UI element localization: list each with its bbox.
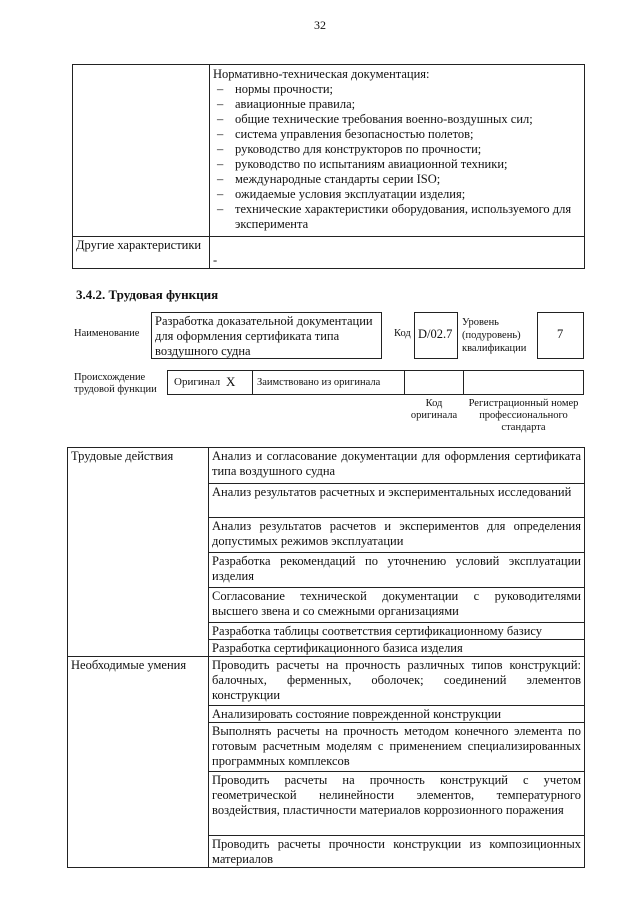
list-item: – ожидаемые условия эксплуатации изделия; — [213, 187, 581, 202]
table-row — [68, 448, 585, 484]
actions-label: Трудовые действия — [68, 448, 209, 657]
documentation-heading: Нормативно-техническая документация: — [213, 67, 430, 81]
skill-item: Проводить расчеты на прочность различных типов конструкций: балочных, ферменных, оболочек; соединений элементов конструкции — [209, 657, 585, 706]
skills-label: Необходимые умения — [68, 657, 209, 868]
list-item: – система управления безопасностью полетов; — [213, 127, 581, 142]
action-item: Разработка рекомендаций по уточнению условий эксплуатации изделия — [209, 553, 585, 588]
action-item: Анализ и согласование документации для оформления сертификата типа воздушного судна — [209, 448, 585, 484]
other-characteristics-label: Другие характеристики — [73, 237, 210, 269]
list-item: – общие технические требования военно-воздушных сил; — [213, 112, 581, 127]
action-item: Согласование технической документации с руководителями высшего звена и со смежными организациями — [209, 588, 585, 623]
function-code-value: D/02.7 — [418, 327, 453, 341]
skill-item: Анализировать состояние поврежденной конструкции — [209, 706, 585, 723]
reg-number-caption: Регистрационный номер профессионального стандарта — [468, 398, 579, 433]
empty-cell — [73, 65, 210, 237]
table-row — [68, 657, 585, 706]
borrowed-label: Заимствовано из оригинала — [257, 377, 381, 388]
list-item: – международные стандарты серии ISO; — [213, 172, 581, 187]
function-name-box: Разработка доказательной документации для оформления сертификата типа воздушного судна — [151, 312, 382, 359]
documentation-cell — [210, 65, 585, 237]
skill-item: Выполнять расчеты на прочность методом конечного элемента по готовым расчетным моделям с применением специализированных программных комплексов — [209, 723, 585, 772]
code-label: Код — [394, 328, 411, 339]
documentation-list — [213, 82, 581, 232]
list-item: – руководство для конструкторов по прочности; — [213, 142, 581, 157]
skill-item: Проводить расчеты на прочность конструкций с учетом геометрической нелинейности элементов, температурного воздействия, пластичности материалов коррозионного поражения — [209, 772, 585, 836]
original-label: Оригинал — [174, 376, 221, 388]
name-label: Наименование — [74, 328, 140, 339]
documentation-row — [73, 65, 585, 237]
original-box — [167, 370, 253, 395]
page-number: 32 — [314, 18, 326, 32]
list-item: – технические характеристики оборудования, используемого для эксперимента — [213, 202, 581, 232]
list-item: – авиационные правила; — [213, 97, 581, 112]
level-value-box — [537, 312, 584, 359]
list-item: – руководство по испытаниям авиационной техники; — [213, 157, 581, 172]
work-function-table — [67, 447, 585, 868]
action-item: Анализ результатов расчетных и экспериментальных исследований — [209, 484, 585, 518]
continuation-table — [72, 64, 585, 269]
reg-number-box — [463, 370, 584, 395]
action-item: Разработка сертификационного базиса изделия — [209, 640, 585, 657]
function-code-box — [414, 312, 458, 359]
action-item: Разработка таблицы соответствия сертификационному базису — [209, 623, 585, 640]
origin-code-box — [404, 370, 464, 395]
skill-item: Проводить расчеты прочности конструкции из композиционных материалов — [209, 836, 585, 868]
original-mark: X — [226, 374, 236, 389]
borrowed-box — [252, 370, 405, 395]
level-value: 7 — [557, 327, 564, 341]
section-title: 3.4.2. Трудовая функция — [76, 287, 219, 302]
action-item: Анализ результатов расчетов и экспериментов для определения допустимых режимов эксплуатации — [209, 518, 585, 553]
list-item: – нормы прочности; — [213, 82, 581, 97]
origin-code-caption: Код оригинала — [410, 398, 458, 421]
origin-label: Происхождение трудовой функции — [74, 372, 157, 395]
level-label: Уровень (подуровень) квалификации — [462, 317, 527, 354]
other-characteristics-value: - — [210, 237, 585, 269]
other-characteristics-row — [73, 237, 585, 269]
